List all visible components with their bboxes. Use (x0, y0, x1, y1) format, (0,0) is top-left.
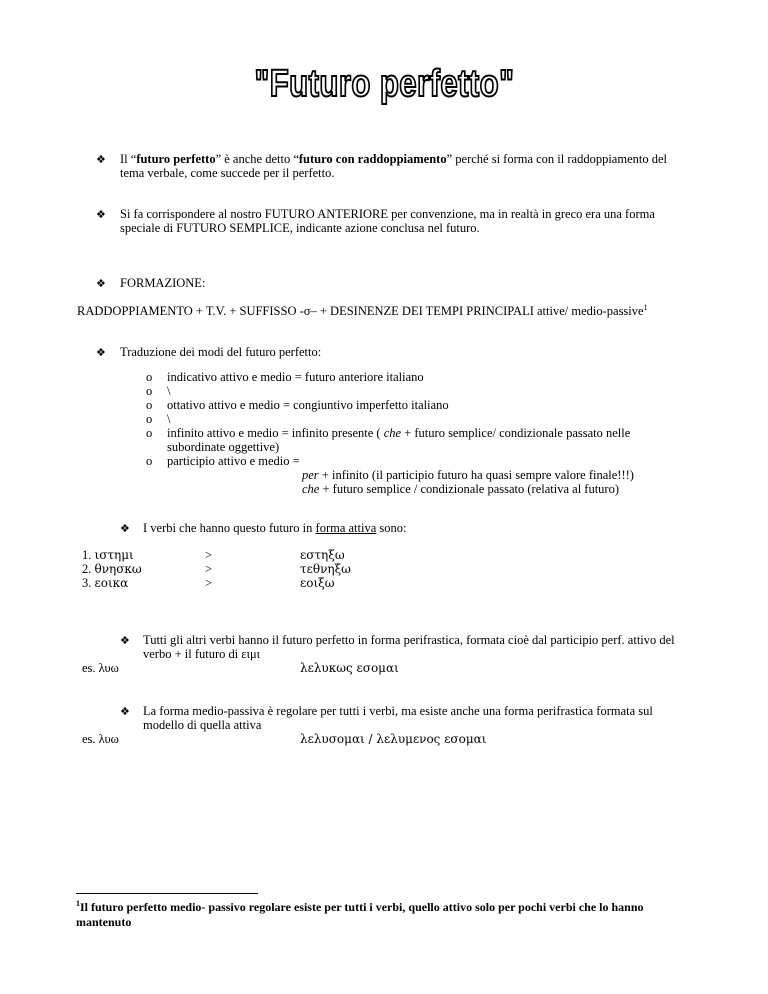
verb-row: 2. θνησκω (82, 562, 142, 576)
verb-row: 1. ιστημι (82, 548, 134, 562)
sub-bullet-icon: o (146, 454, 153, 468)
page-title: "Futuro perfetto" (254, 63, 514, 105)
traduzione-label: Traduzione dei modi del futuro perfetto: (120, 345, 322, 359)
term-futuro-perfetto: futuro perfetto (136, 152, 216, 166)
example-value: λελυσομαι / λελυμενος εσομαι (300, 732, 487, 746)
bullet-icon: ❖ (120, 634, 130, 647)
sub-bullet-icon: o (146, 398, 153, 412)
modo-ottativo: ottativo attivo e medio = congiuntivo imperfetto italiano (167, 398, 449, 412)
footnote-ref: 1 (643, 302, 648, 312)
paragraph-2-line-1: Si fa corrispondere al nostro FUTURO ANTERIORE per convenzione, ma in realtà in greco era una forma (120, 207, 655, 221)
paragraph-2-line-2: speciale di FUTURO SEMPLICE, indicante azione conclusa nel futuro. (120, 221, 480, 235)
sub-bullet-icon: o (146, 370, 153, 384)
participio-che: che + futuro semplice / condizionale passato (relativa al futuro) (302, 482, 620, 496)
modo-separator: \ (167, 412, 171, 426)
formazione-label: FORMAZIONE: (120, 276, 206, 290)
bullet-icon: ❖ (120, 705, 130, 718)
paragraph-7-line-1: La forma medio-passiva è regolare per tutti i verbi, ma esiste anche una forma perifrastica formata sul (143, 704, 653, 718)
paragraph-6-line-1: Tutti gli altri verbi hanno il futuro perfetto in forma perifrastica, formata cioè dal participio perf. attivo del (143, 633, 675, 647)
verb-row: 3. εοικα (82, 576, 129, 590)
sub-bullet-icon: o (146, 426, 153, 440)
modo-infinito-line-2: subordinate oggettive) (167, 440, 280, 454)
example-value: λελυκως εσομαι (300, 661, 399, 675)
verb-future: εοιξω (300, 576, 335, 590)
paragraph-1-line-2: tema verbale, come succede per il perfetto. (120, 166, 335, 180)
bullet-icon: ❖ (96, 153, 106, 166)
verb-future: εστηξω (300, 548, 345, 562)
footnote-line-1: $^1$Il futuro perfetto medio- passivo regolare esiste per tutti i verbi, quello attivo solo per pochi verbi che lo hanno (76, 899, 644, 914)
sub-bullet-icon: o (146, 384, 153, 398)
verbi-attivi-intro: I verbi che hanno questo futuro in forma attiva sono: (143, 521, 407, 535)
paragraph-1-line-1: Il “futuro perfetto” è anche detto “futuro con raddoppiamento” perché si forma con il raddoppiamento del (120, 152, 667, 166)
sub-bullet-icon: o (146, 412, 153, 426)
paragraph-6-line-2: verbo + il futuro di ειμι (143, 647, 261, 661)
verb-arrow: > (205, 576, 213, 590)
modo-indicativo: indicativo attivo e medio = futuro anteriore italiano (167, 370, 424, 384)
formation-formula: RADDOPPIAMENTO + T.V. + SUFFISSO -σ– + DESINENZE DEI TEMPI PRINCIPALI attive/ medio-passive$^1$ (77, 302, 648, 318)
modo-participio: participio attivo e medio = (167, 454, 300, 468)
term-futuro-raddoppiamento: futuro con raddoppiamento (298, 152, 447, 166)
participio-per: per + infinito (il participio futuro ha quasi sempre valore finale!!!) (302, 468, 634, 482)
verb-future: τεθνηξω (300, 562, 351, 576)
verb-arrow: > (205, 548, 213, 562)
paragraph-7-line-2: modello di quella attiva (143, 718, 262, 732)
bullet-icon: ❖ (120, 522, 130, 535)
modo-infinito: infinito attivo e medio = infinito presente ( che + futuro semplice/ condizionale passato nelle (167, 426, 631, 440)
verb-arrow: > (205, 562, 213, 576)
bullet-icon: ❖ (96, 208, 106, 221)
example-label: es. λυω (82, 732, 119, 746)
example-label: es. λυω (82, 661, 119, 675)
bullet-icon: ❖ (96, 346, 106, 359)
bullet-icon: ❖ (96, 277, 106, 290)
footnote-divider (76, 893, 258, 894)
footnote-line-2: mantenuto (76, 915, 132, 929)
modo-separator: \ (167, 384, 171, 398)
